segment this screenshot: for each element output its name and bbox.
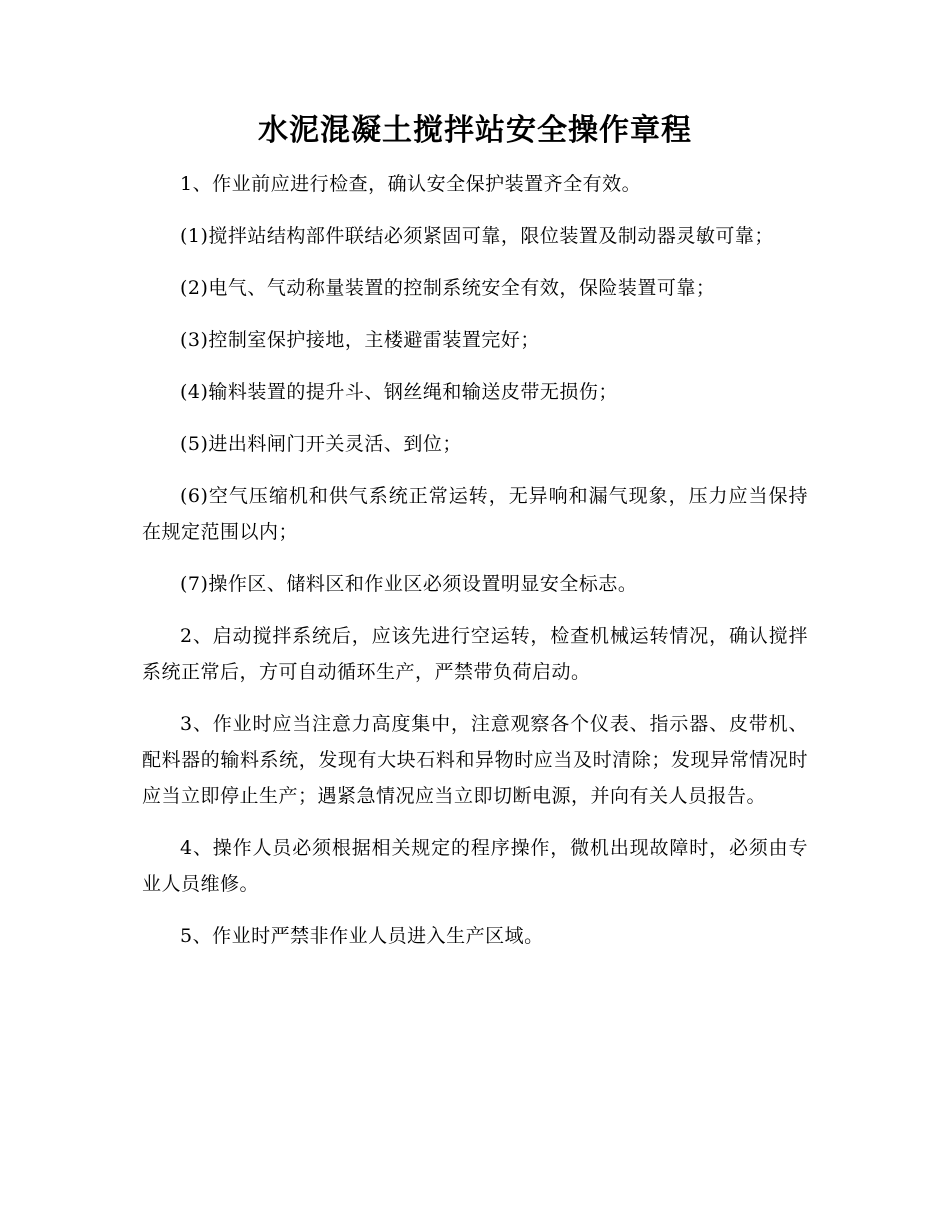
paragraph-1-item-5: (5)进出料闸门开关灵活、到位；	[180, 433, 462, 455]
paragraph-1-item-1: (1)搅拌站结构部件联结必须紧固可靠，限位装置及制动器灵敏可靠；	[180, 225, 774, 247]
paragraph-1-item-7: (7)操作区、储料区和作业区必须设置明显安全标志。	[180, 573, 638, 595]
paragraph-5: 5、作业时严禁非作业人员进入生产区域。	[180, 925, 544, 947]
paragraph-3: 3、作业时应当注意力高度集中，注意观察各个仪表、指示器、皮带机、配料器的输料系统，发现有大块石料和异物时应当及时清除；发现异常情况时应当立即停止生产；遇紧急情况应当立即切断电源，并向有关人员报告。	[142, 713, 808, 807]
paragraph-1-item-2: (2)电气、气动称量装置的控制系统安全有效，保险装置可靠；	[180, 277, 716, 299]
document-body	[142, 166, 808, 970]
paragraph-1-item-3: (3)控制室保护接地，主楼避雷装置完好；	[180, 329, 540, 351]
paragraph-1-item-4: (4)输料装置的提升斗、钢丝绳和输送皮带无损伤；	[180, 381, 618, 403]
paragraph-2: 2、启动搅拌系统后，应该先进行空运转，检查机械运转情况，确认搅拌系统正常后，方可自动循环生产，严禁带负荷启动。	[142, 625, 808, 683]
paragraph-4: 4、操作人员必须根据相关规定的程序操作，微机出现故障时，必须由专业人员维修。	[142, 837, 808, 895]
paragraph-1: 1、作业前应进行检查，确认安全保护装置齐全有效。	[180, 173, 642, 195]
paragraph-1-item-6: (6)空气压缩机和供气系统正常运转，无异响和漏气现象，压力应当保持在规定范围以内；	[142, 485, 808, 543]
document-title: 水泥混凝土搅拌站安全操作章程	[258, 113, 692, 148]
